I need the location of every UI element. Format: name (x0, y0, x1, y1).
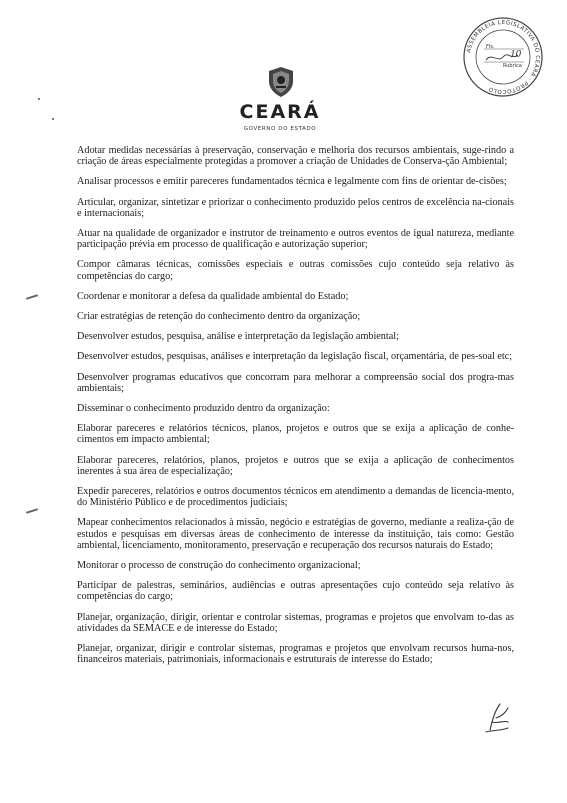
duty-paragraph: Atuar na qualidade de organizador e instrutor de treinamento e outros eventos de igual natureza, mediante participação prévia em processo de qualificação e autorização superior; (77, 228, 514, 251)
duty-paragraph: Planejar, organizar, dirigir e controlar sistemas, programas e projetos que envolvam recursos huma-nos, financeiros materiais, patrimoniais, informacionais e estruturais de interesse do Estado; (77, 643, 514, 666)
duty-paragraph: Adotar medidas necessárias à preservação, conservação e melhoria dos recursos ambientais, suge-rindo a criação de áreas especialmente protegidas a promover a criação de Unidades de Conserva-ção Ambiental; (77, 145, 514, 168)
duty-paragraph: Articular, organizar, sintetizar e priorizar o conhecimento produzido pelos centros de excelência na-cionais e internacionais; (77, 196, 514, 219)
duty-paragraph: Desenvolver estudos, pesquisa, análise e interpretação da legislação ambiental; (77, 331, 399, 343)
duty-paragraph: Desenvolver programas educativos que concorram para melhorar a compreensão social dos progra-mas ambientais; (77, 371, 514, 394)
duty-paragraph: Analisar processos e emitir pareceres fundamentados técnica e legalmente com fins de orientar de-cisões; (77, 176, 507, 188)
scan-dot (52, 118, 54, 120)
duty-paragraph: Monitorar o processo de construção do conhecimento organizacional; (77, 560, 361, 572)
scan-dot (38, 98, 40, 100)
brand-title: CEARÁ (239, 101, 321, 123)
brand-subtitle: GOVERNO DO ESTADO (243, 126, 317, 132)
duty-paragraph: Compor câmaras técnicas, comissões especiais e outras comissões cujo conteúdo seja relativo às competências do cargo; (77, 259, 514, 282)
duty-paragraph: Desenvolver estudos, pesquisas, análises e interpretação da legislação fiscal, orçamentária, de pes-soal etc; (77, 351, 513, 363)
stamp-rubrica-label: Rubrica (503, 63, 522, 69)
duty-paragraph: Participar de palestras, seminários, audiências e outras apresentações cujo conteúdo seja relativo às competências do cargo; (77, 580, 514, 603)
document-body (77, 145, 514, 675)
stamp-fls-label: Fls. (486, 44, 495, 50)
duty-paragraph: Elaborar pareceres, relatórios, planos, projetos e outros que se exija a aplicação de conhecimentos inerentes à sua área de especialização; (77, 454, 514, 477)
protocol-stamp (462, 16, 544, 98)
letterhead (210, 66, 350, 136)
duty-paragraph: Coordenar e monitorar a defesa da qualidade ambiental do Estado; (77, 290, 349, 302)
duty-paragraph: Disseminar o conhecimento produzido dentro da organização: (77, 403, 330, 415)
handwritten-initials-icon (478, 700, 518, 736)
stamp-page-number: 10 (510, 48, 521, 60)
duty-paragraph: Elaborar pareceres e relatórios técnicos, planos, projetos e outros que se exija a aplicação de conhe-cimentos em impacto ambiental; (77, 423, 514, 446)
duty-paragraph: Mapear conhecimentos relacionados à missão, negócio e estratégias de governo, mediante a realiza-ção de estudos e pesquisas em diversas áreas de conhecimento de interesse da instituição, tais como: Gestão ambiental, licenciamento, monitoramento, preservação e recuperação dos recursos naturais do Estado; (77, 517, 514, 551)
duty-paragraph: Expedir pareceres, relatórios e outros documentos técnicos em atendimento a demandas de licencia-mento, do Ministério Público e de procedimentos judiciais; (77, 486, 514, 509)
duty-paragraph: Criar estratégias de retenção do conhecimento dentro da organização; (77, 311, 361, 323)
state-crest-icon (266, 66, 296, 98)
duty-paragraph: Planejar, organização, dirigir, orientar e controlar sistemas, programas e projetos que envolvam to-das as atividades da SEMACE e de interesse do Estado; (77, 611, 514, 634)
margin-mark (26, 508, 38, 514)
stamp-ring-text: ASSEMBLEIA LEGISLATIVA DO CEARÁ · PROTOCOLO (466, 19, 541, 95)
margin-mark (26, 294, 38, 300)
